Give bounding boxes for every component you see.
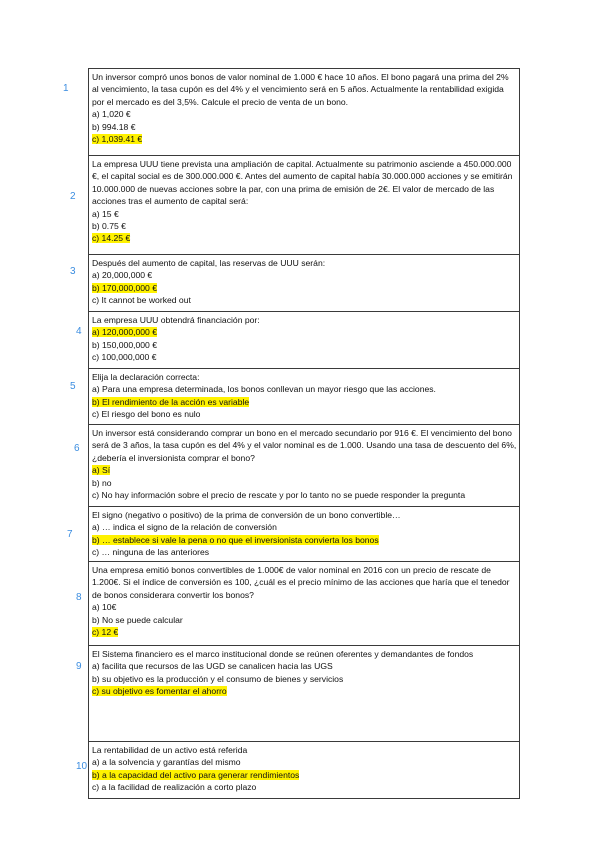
option-b: b) 150,000,000 € xyxy=(92,339,157,350)
question-4 xyxy=(89,312,519,369)
question-number: 10 xyxy=(76,761,88,772)
option-b-answer: b) a la capacidad del activo para generar rendimientos xyxy=(92,769,300,780)
option-b-answer: b) El rendimiento de la acción es variable xyxy=(92,396,250,407)
option-b: b) no xyxy=(92,477,112,488)
question-text: Elija la declaración correcta: xyxy=(92,372,200,382)
question-text: Una empresa emitió bonos convertibles de 1.000€ de valor nominal en 2016 con un precio de rescate de 1.200€. Si el índice de conversión es 100, ¿cuál es el precio mínimo de las acciones que haría que el tenedor de bonos considerara convertir los bonos? xyxy=(92,565,510,600)
question-2 xyxy=(89,156,519,255)
question-8 xyxy=(89,562,519,646)
question-number: 9 xyxy=(76,661,82,672)
option-c: c) It cannot be worked out xyxy=(92,295,191,306)
question-text: La rentabilidad de un activo está referida xyxy=(92,745,248,755)
question-text: El Sistema financiero es el marco institucional donde se reúnen oferentes y demandantes de fondos xyxy=(92,649,474,659)
option-a: a) … indica el signo de la relación de conversión xyxy=(92,522,277,533)
option-a-answer: a) 120,000,000 € xyxy=(92,327,157,338)
question-text: Después del aumento de capital, las reservas de UUU serán: xyxy=(92,258,326,268)
option-a: a) 1,020 € xyxy=(92,109,131,120)
option-a: a) a la solvencia y garantías del mismo xyxy=(92,757,241,768)
option-a: a) 10€ xyxy=(92,602,117,613)
question-text: El signo (negativo o positivo) de la prima de conversión de un bono convertible… xyxy=(92,510,401,520)
question-number: 6 xyxy=(74,443,80,454)
question-table xyxy=(88,68,520,799)
question-1 xyxy=(89,69,519,156)
question-6 xyxy=(89,425,519,507)
question-5 xyxy=(89,369,519,425)
option-c: c) No hay información sobre el precio de rescate y por lo tanto no se puede responder la pregunta xyxy=(92,490,466,501)
option-b: b) No se puede calcular xyxy=(92,614,183,625)
option-b-answer: b) … establece si vale la pena o no que el inversionista convierta los bonos xyxy=(92,534,379,545)
option-b-answer: b) 170,000,000 € xyxy=(92,282,157,293)
option-a: a) 20,000,000 € xyxy=(92,270,153,281)
option-c: c) 100,000,000 € xyxy=(92,352,157,363)
question-number: 5 xyxy=(70,381,76,392)
question-10 xyxy=(89,742,519,798)
question-number: 4 xyxy=(76,326,82,337)
question-number: 2 xyxy=(70,191,76,202)
option-a: a) 15 € xyxy=(92,208,119,219)
option-c: c) a la facilidad de realización a corto plazo xyxy=(92,782,257,793)
option-c-answer: c) 1,039.41 € xyxy=(92,134,143,145)
option-c-answer: c) 12 € xyxy=(92,627,119,638)
option-a-answer: a) Sí xyxy=(92,465,111,476)
question-number: 3 xyxy=(70,266,76,277)
option-b: b) su objetivo es la producción y el consumo de bienes y servicios xyxy=(92,673,344,684)
question-number: 7 xyxy=(67,529,73,540)
question-text: Un inversor está considerando comprar un bono en el mercado secundario por 916 €. El vencimiento del bono será de 3 años, la tasa cupón es del 4% y el valor nominal es de 1.000. Usando una tasa de descuento del 6%, ¿debería el inversionista comprar el bono? xyxy=(92,428,517,463)
question-text: Un inversor compró unos bonos de valor nominal de 1.000 € hace 10 años. El bono pagará una prima del 2% al vencimiento, la tasa cupón es del 4% y el vencimiento será en 5 años. Actualmente la rentabilidad exigida por el mercado es del 3,5%. Calcule el precio de venta de un bono. xyxy=(92,72,509,107)
question-number: 1 xyxy=(63,83,69,94)
option-c-answer: c) su objetivo es fomentar el ahorro xyxy=(92,686,227,697)
question-text: La empresa UUU obtendrá financiación por: xyxy=(92,315,260,325)
question-3 xyxy=(89,255,519,312)
option-b: b) 994.18 € xyxy=(92,121,136,132)
question-9 xyxy=(89,646,519,742)
option-c: c) El riesgo del bono es nulo xyxy=(92,409,201,420)
question-text: La empresa UUU tiene prevista una ampliación de capital. Actualmente su patrimonio asciende a 450.000.000 €, el capital social es de 300.000.000 €. Antes del aumento de capital había 30.000.000 acciones y se emitirán 10.000.000 de nuevas acciones sobre la par, con una prima de emisión de 2€. El valor de mercado de las acciones tras el aumento de capital será: xyxy=(92,159,513,207)
option-c: c) … ninguna de las anteriores xyxy=(92,547,210,558)
question-number: 8 xyxy=(76,592,82,603)
option-a: a) facilita que recursos de las UGD se canalicen hacia las UGS xyxy=(92,661,333,672)
option-a: a) Para una empresa determinada, los bonos conllevan un mayor riesgo que las acciones. xyxy=(92,384,436,395)
question-7 xyxy=(89,507,519,562)
option-c-answer: c) 14.25 € xyxy=(92,233,131,244)
option-b: b) 0.75 € xyxy=(92,221,126,232)
